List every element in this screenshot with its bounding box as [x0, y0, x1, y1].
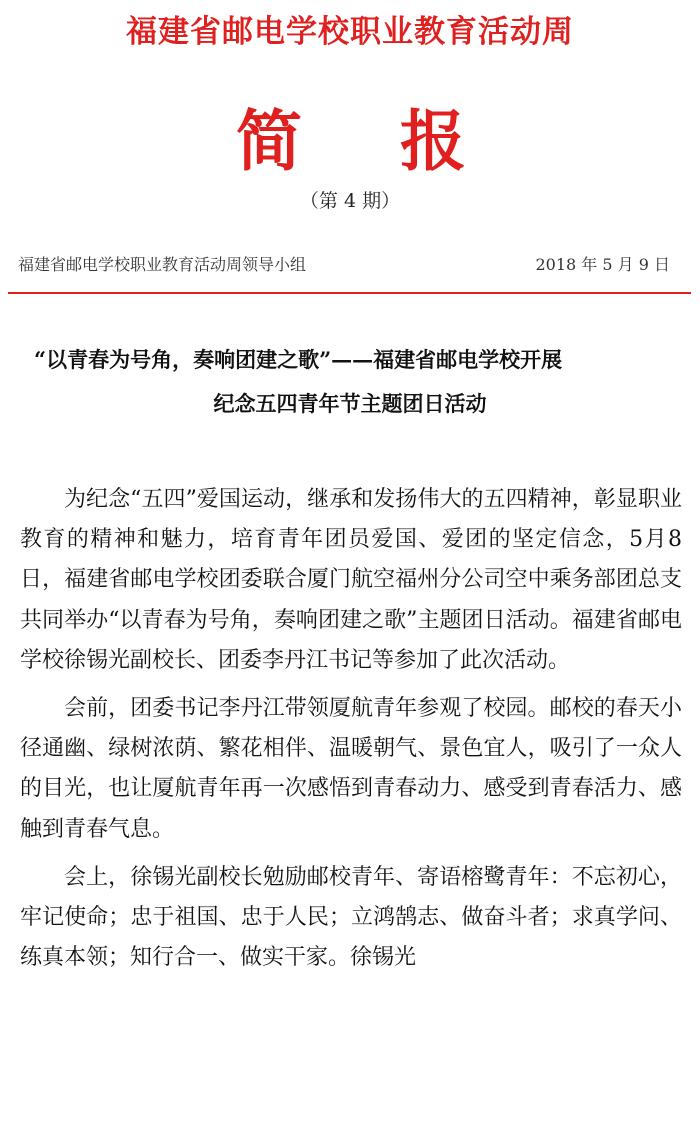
article-title — [0, 338, 700, 426]
article-paragraph-1: 为纪念“五四”爱国运动，继承和发扬伟大的五四精神，彰显职业教育的精神和魅力，培育青年团员爱国、爱团的坚定信念，5月8日，福建省邮电学校团委联合厦门航空福州分公司空中乘务部团总支共同举办“以青春为号角，奏响团建之歌”主题团日活动。福建省邮电学校徐锡光副校长、团委李丹江书记等参加了此次活动。 — [20, 487, 682, 673]
bulletin-title-char-2: 报 — [400, 103, 466, 180]
article-title-line-1: “以青春为号角，奏响团建之歌”——福建省邮电学校开展 — [34, 347, 563, 372]
article-paragraph-3: 会上，徐锡光副校长勉励邮校青年、寄语榕鹭青年：不忘初心，牢记使命；忠于祖国、忠于人民；立鸿鹄志、做奋斗者；求真学问、练真本领；知行合一、做实干家。徐锡光 — [20, 864, 682, 971]
article-title-line-2: 纪念五四青年节主题团日活动 — [213, 391, 487, 416]
article-body — [20, 480, 682, 986]
bulletin-org-header: 福建省邮电学校职业教育活动周 — [126, 14, 574, 50]
issue-date: 2018 年 5 月 9 日 — [535, 255, 670, 274]
issuer-name: 福建省邮电学校职业教育活动周领导小组 — [18, 255, 307, 274]
bulletin-title — [0, 102, 700, 182]
article-paragraph-2: 会前，团委书记李丹江带领厦航青年参观了校园。邮校的春天小径通幽、绿树浓荫、繁花相伴、温暖朝气、景色宜人，吸引了一众人的目光，也让厦航青年再一次感悟到青春动力、感受到青春活力、感触到青春气息。 — [20, 696, 682, 842]
header-divider — [8, 292, 691, 294]
issue-number: （第 4 期） — [299, 190, 401, 212]
bulletin-title-char-1: 简 — [236, 103, 302, 180]
